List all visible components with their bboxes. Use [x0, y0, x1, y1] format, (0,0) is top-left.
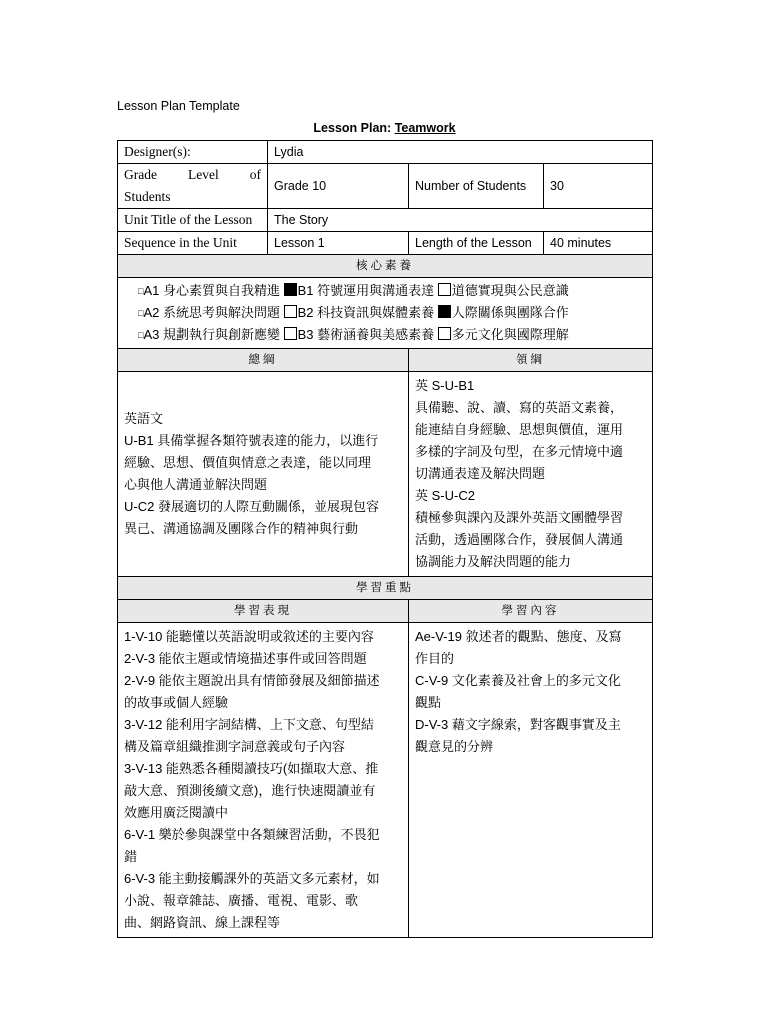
competency-row: □A1 身心素質與自我精進 B1 符號運用與溝通表達 道德實現與公民意識 [138, 283, 569, 298]
small-checkbox-icon: □ [138, 330, 144, 340]
sequence-value: Lesson 1 [268, 232, 409, 255]
unchecked-box-icon [438, 283, 451, 296]
title-topic: Teamwork [394, 121, 456, 135]
core-competency-header: 核心素養 [118, 255, 653, 278]
domain-guidelines-text: 英 S-U-B1 具備聽、說、讀、寫的英語文素養， 能連結自身經驗、思想與價值，運用 多樣的字詞及句型，在多元情境中適 切溝通表達及解決問題 英 S-U-C2 積極參與課內及課外英語文團體學習 活動，透過團隊合作，發展個人溝通 協調能力及解決問題的能力 [409, 372, 653, 577]
number-of-students-value: 30 [544, 164, 653, 209]
core-competency-list [118, 278, 653, 349]
lesson-plan-table [117, 140, 653, 938]
learning-focus-header: 學習重點 [118, 577, 653, 600]
general-guidelines-text: 英語文 U-B1 具備掌握各類符號表達的能力，以進行 經驗、思想、價值與情意之表達，能以同理 心與他人溝通並解決問題 U-C2 發展適切的人際互動關係，並展現包容 異己、溝通協調及團隊合作的精神與行動 [118, 372, 409, 577]
checked-box-icon [438, 305, 451, 318]
document-heading: Lesson Plan Template [117, 99, 240, 113]
sequence-label: Sequence in the Unit [118, 232, 268, 255]
number-of-students-label: Number of Students [409, 164, 544, 209]
competency-row: □A3 規劃執行與創新應變 B3 藝術涵養與美感素養 多元文化與國際理解 [138, 327, 569, 342]
length-label: Length of the Lesson [409, 232, 544, 255]
learning-performance-text: 1-V-10 能聽懂以英語說明或敘述的主要內容 2-V-3 能依主題或情境描述事件或回答問題 2-V-9 能依主題說出具有情節發展及細節描述 的故事或個人經驗 3-V-12 能利用字詞結構、上下文意、句型結 構及篇章組織推測字詞意義或句子內容 3-V-13 能熟悉各種閱讀技巧(如擷取大意、推 敲大意、預測後續文意)，進行快速閱讀並有 效應用廣泛閱讀中 6-V-1 樂於參與課堂中各類練習活動，不畏犯 錯 6-V-3 能主動接觸課外的英語文多元素材，如 小說、報章雜誌、廣播、電視、電影、歌 曲、網路資訊、線上課程等 [118, 623, 409, 938]
checked-box-icon [284, 283, 297, 296]
unchecked-box-icon [438, 327, 451, 340]
learning-content-text: Ae-V-19 敘述者的觀點、態度、及寫 作目的 C-V-9 文化素養及社會上的多元文化 觀點 D-V-3 藉文字線索，對客觀事實及主 觀意見的分辨 [409, 623, 653, 938]
competency-row: □A2 系統思考與解決問題 B2 科技資訊與媒體素養 人際關係與團隊合作 [138, 305, 569, 320]
domain-guidelines-header: 領綱 [409, 349, 653, 372]
designer-label: Designer(s): [118, 141, 268, 164]
small-checkbox-icon: □ [138, 308, 144, 318]
grade-level-value: Grade 10 [268, 164, 409, 209]
grade-level-label: Grade Level of Students [118, 164, 268, 209]
unit-title-label: Unit Title of the Lesson [118, 209, 268, 232]
unchecked-box-icon [284, 305, 297, 318]
lesson-plan-title [117, 121, 652, 135]
length-value: 40 minutes [544, 232, 653, 255]
unit-title-value: The Story [268, 209, 653, 232]
unchecked-box-icon [284, 327, 297, 340]
learning-content-header: 學習內容 [409, 600, 653, 623]
small-checkbox-icon: □ [138, 286, 144, 296]
learning-performance-header: 學習表現 [118, 600, 409, 623]
general-guidelines-header: 總綱 [118, 349, 409, 372]
designer-value: Lydia [268, 141, 653, 164]
title-prefix: Lesson Plan: [313, 121, 395, 135]
